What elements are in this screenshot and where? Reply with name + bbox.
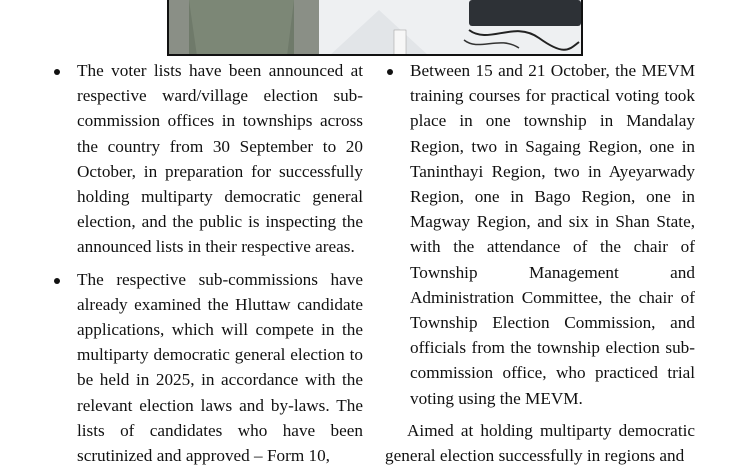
right-column	[385, 58, 695, 468]
bullet-icon	[387, 69, 393, 75]
list-item	[52, 58, 363, 260]
list-item-text: Between 15 and 21 October, the MEVM training courses for practical voting took place in one township in Mandalay Region, two in Sagaing Region, one in Taninthayi Region, two in Ayeyarwady Region, one in Bago Region, one in Magway Region, and six in Shan State, with the attendance of the chair of Township Management and Administration Committee, the chair of Township Election Commission, and officials from the township election sub-commission office, who practiced trial voting using the MEVM.	[410, 61, 695, 408]
list-item-text: The voter lists have been announced at respective ward/village election sub-commission offices in townships across the country from 30 September to 20 October, in preparation for successfully holding multiparty democratic general election, and the public is inspecting the announced lists in their respective areas.	[77, 61, 363, 257]
bullet-icon	[54, 69, 60, 75]
list-item-text: The respective sub-commissions have already examined the Hluttaw candidate applications, which will compete in the multiparty democratic general election to be held in 2025, in accordance with the relevant election laws and by-laws. The lists of candidates who have been scrutinized and approved – Form 10,	[77, 269, 363, 466]
body-paragraph: Aimed at holding multiparty democratic general election successfully in regions and	[385, 420, 695, 466]
article-photo	[167, 0, 583, 56]
left-column	[52, 58, 363, 475]
list-item	[52, 267, 363, 469]
left-bullet-list	[52, 58, 363, 468]
right-bullet-list	[385, 58, 695, 411]
list-item	[385, 58, 695, 411]
photo-scene	[169, 0, 583, 56]
bullet-icon	[54, 278, 60, 284]
